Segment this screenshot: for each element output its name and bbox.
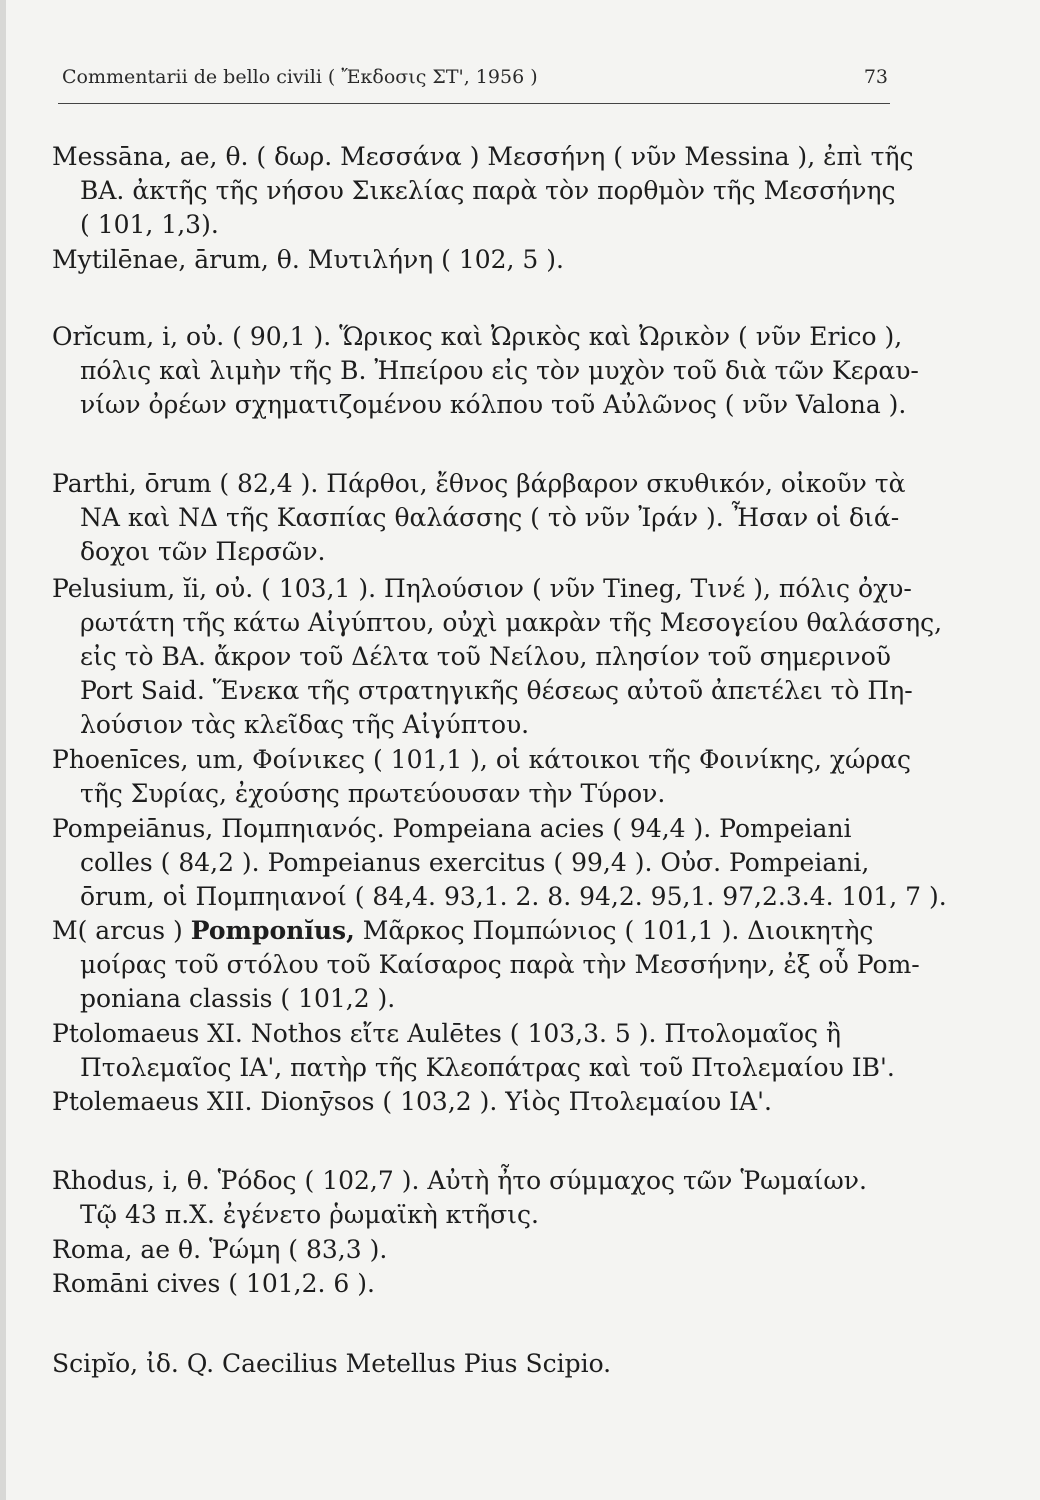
entry-line: Phoenīces, um, Φοίνικες ( 101,1 ), οἱ κάτοικοι τῆς Φοινίκης, χώρας	[52, 745, 911, 774]
page-edge	[0, 0, 6, 1500]
entry-line: ōrum, οἱ Πομπηιανοί ( 84,4. 93,1. 2. 8. 94,2. 95,1. 97,2.3.4. 101, 7 ).	[80, 882, 947, 911]
page-number: 73	[863, 66, 888, 88]
entry-line: Pelusium, ĭi, οὐ. ( 103,1 ). Πηλούσιον ( νῦν Tineg, Τινέ ), πόλις ὀχυ-	[52, 574, 912, 603]
entry-line-first	[52, 916, 873, 945]
entry-oricum	[52, 320, 919, 422]
entry-line: colles ( 84,2 ). Pompeianus exercitus ( 99,4 ). Οὐσ. Pompeiani,	[80, 848, 870, 877]
entry-mytilenae	[52, 243, 564, 277]
entry-line: Port Said. Ἕνεκα τῆς στρατηγικῆς θέσεως αὐτοῦ ἀπετέλει τὸ Πη-	[80, 676, 913, 705]
entry-line: τῆς Συρίας, ἐχούσης πρωτεύουσαν τὴν Τύρον.	[80, 779, 666, 808]
entry-line: Messāna, ae, θ. ( δωρ. Μεσσάνα ) Μεσσήνη ( νῦν Messina ), ἐπὶ τῆς	[52, 142, 914, 171]
entry-line: Rhodus, i, θ. Ῥόδος ( 102,7 ). Αὐτὴ ἦτο σύμμαχος τῶν Ῥωμαίων.	[52, 1166, 867, 1195]
entry-pomponius	[52, 914, 920, 1016]
header-title: Commentarii de bello civili ( Ἔκδοσις ΣΤ', 1956 )	[62, 66, 538, 88]
entry-phoenices	[52, 743, 911, 811]
entry-pompeianus	[52, 812, 947, 914]
entry-line: Ptolemaeus XII. Dionȳsos ( 103,2 ). Υἱὸς Πτολεμαίου ΙΑ'.	[52, 1087, 772, 1116]
entry-line: Ptolomaeus XI. Nothos εἴτε Aulētes ( 103,3. 5 ). Πτολομαῖος ἢ	[52, 1019, 841, 1048]
entry-line: Romāni cives ( 101,2. 6 ).	[52, 1269, 375, 1298]
entry-parthi	[52, 467, 906, 569]
entry-line: Orĭcum, i, οὐ. ( 90,1 ). Ὥρικος καὶ Ὠρικὸς καὶ Ὠρικὸν ( νῦν Erico ),	[52, 322, 903, 351]
entry-ptolomaeus	[52, 1017, 895, 1085]
entry-line: Mytilēnae, ārum, θ. Μυτιλήνη ( 102, 5 ).	[52, 245, 564, 274]
headword-bold: Pomponĭus,	[190, 916, 355, 945]
entry-line: μοίρας τοῦ στόλου τοῦ Καίσαρος παρὰ τὴν Μεσσήνην, ἐξ οὗ Pom-	[80, 950, 920, 979]
entry-line: Τῷ 43 π.Χ. ἐγένετο ῥωμαϊκὴ κτῆσις.	[80, 1200, 539, 1229]
entry-line: Pompeiānus, Πομπηιανός. Pompeiana acies ( 94,4 ). Pompeiani	[52, 814, 852, 843]
entry-line: πόλις καὶ λιμὴν τῆς Β. Ἠπείρου εἰς τὸν μυχὸν τοῦ διὰ τῶν Κεραυ-	[80, 356, 919, 385]
entry-roma	[52, 1233, 387, 1267]
entry-line: δοχοι τῶν Περσῶν.	[80, 537, 326, 566]
entry-ptolemaeus	[52, 1085, 772, 1119]
entry-messana	[52, 140, 914, 242]
header-rule	[58, 103, 890, 104]
entry-line: ΝΑ καὶ ΝΔ τῆς Κασπίας θαλάσσης ( τὸ νῦν Ἰράν ). Ἦσαν οἱ διά-	[80, 503, 900, 532]
entry-rhodus	[52, 1164, 867, 1232]
entry-romani	[52, 1267, 375, 1301]
entry-line: Roma, ae θ. Ῥώμη ( 83,3 ).	[52, 1235, 388, 1264]
entry-line: Parthi, ōrum ( 82,4 ). Πάρθοι, ἔθνος βάρβαρον σκυθικόν, οἰκοῦν τὰ	[52, 469, 906, 498]
entry-line: εἰς τὸ ΒΑ. ἄκρον τοῦ Δέλτα τοῦ Νείλου, πλησίον τοῦ σημερινοῦ	[80, 642, 891, 671]
entry-line: ΒΑ. ἀκτῆς τῆς νήσου Σικελίας παρὰ τὸν πορθμὸν τῆς Μεσσήνης	[80, 176, 896, 205]
entry-line: ( 101, 1,3).	[80, 210, 219, 239]
entry-line: Πτολεμαῖος ΙΑ', πατὴρ τῆς Κλεοπάτρας καὶ τοῦ Πτολεμαίου ΙΒ'.	[80, 1053, 895, 1082]
entry-line: ρωτάτη τῆς κάτω Αἰγύπτου, οὐχὶ μακρὰν τῆς Μεσογείου θαλάσσης,	[80, 608, 943, 637]
entry-text: Μᾶρκος Πομπώνιος ( 101,1 ). Διοικητὴς	[354, 916, 874, 945]
entry-pelusium	[52, 572, 942, 742]
entry-line: νίων ὀρέων σχηματιζομένου κόλπου τοῦ Αὐλῶνος ( νῦν Valona ).	[80, 390, 907, 419]
entry-line: poniana classis ( 101,2 ).	[80, 984, 396, 1013]
entry-line: λούσιον τὰς κλεῖδας τῆς Αἰγύπτου.	[80, 710, 530, 739]
entry-line: Scipĭo, ἰδ. Q. Caecilius Metellus Pius Scipio.	[52, 1349, 612, 1378]
entry-scipio	[52, 1347, 611, 1381]
praenomen: M( arcus )	[52, 916, 191, 945]
